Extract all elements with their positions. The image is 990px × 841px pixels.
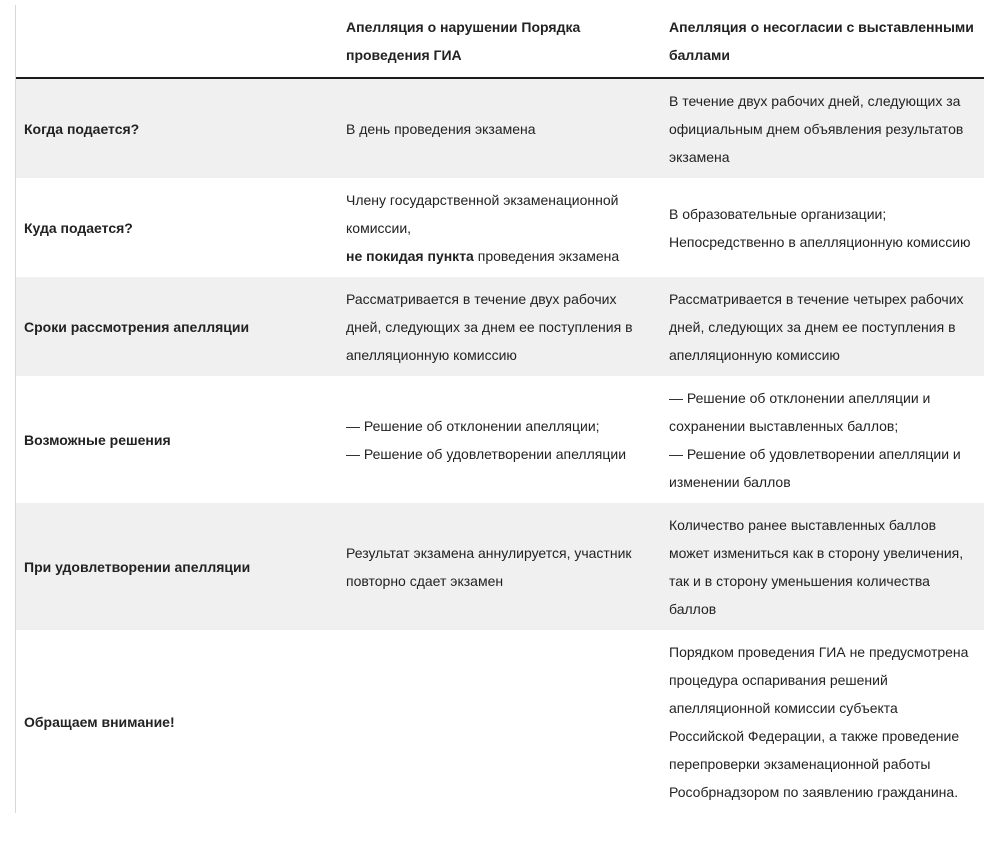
row-cell-score (661, 200, 984, 256)
row-label: Обращаем внимание! (24, 713, 175, 730)
row-cell-score: Рассматривается в течение четырех рабочих дней, следующих за днем ее поступления в апелляционную комиссию (669, 290, 964, 363)
row-cell-procedure (338, 412, 661, 468)
cell-line: Непосредственно в апелляционную комиссию (669, 233, 971, 250)
row-cell-score: В течение двух рабочих дней, следующих за официальным днем объявления результатов экзамена (669, 92, 964, 165)
appeals-comparison-table (15, 5, 984, 813)
row-label: При удовлетворении апелляции (24, 558, 251, 575)
header-cell-score-disagreement: Апелляция о несогласии с выставленными баллами (669, 19, 974, 63)
table-header-row (16, 5, 984, 79)
emphasis-text: не покидая пункта (346, 247, 474, 264)
cell-line: Члену государственной экзаменационной комиссии, (346, 191, 619, 236)
row-label: Куда подается? (24, 219, 133, 236)
row-cell-score: Порядком проведения ГИА не предусмотрена процедура оспаривания решений апелляционной комиссии субъекта Российской Федерации, а также проведение перепроверки экзаменационной работы Рособрнадзором по заявлению гражданина. (669, 643, 969, 800)
row-cell-procedure (338, 186, 661, 270)
table-row (16, 503, 984, 630)
header-cell-procedure-violation: Апелляция о нарушении Порядка проведения ГИА (346, 19, 581, 63)
cell-line: — Решение об отклонении апелляции; (346, 417, 600, 434)
table-row (16, 630, 984, 813)
row-cell-procedure: В день проведения экзамена (346, 120, 536, 137)
row-cell-score: Количество ранее выставленных баллов может измениться как в сторону увеличения, так и в сторону уменьшения количества баллов (669, 516, 964, 617)
cell-line: — Решение об удовлетворении апелляции и изменении баллов (669, 445, 961, 490)
row-label: Сроки рассмотрения апелляции (24, 318, 250, 335)
cell-line: — Решение об отклонении апелляции и сохранении выставленных баллов; (669, 389, 931, 434)
table-row (16, 376, 984, 503)
row-label: Когда подается? (24, 120, 140, 137)
table-row (16, 178, 984, 277)
cell-line: — Решение об удовлетворении апелляции (346, 445, 627, 462)
row-cell-procedure: Рассматривается в течение двух рабочих дней, следующих за днем ее поступления в апелляционную комиссию (346, 290, 633, 363)
cell-line: В образовательные организации; (669, 205, 887, 222)
row-cell-score (661, 384, 984, 496)
row-label: Возможные решения (24, 431, 171, 448)
table-row (16, 277, 984, 376)
table-row (16, 79, 984, 178)
row-cell-procedure: Результат экзамена аннулируется, участник повторно сдает экзамен (346, 544, 632, 589)
cell-line (346, 242, 653, 270)
cell-text: проведения экзамена (473, 247, 620, 264)
